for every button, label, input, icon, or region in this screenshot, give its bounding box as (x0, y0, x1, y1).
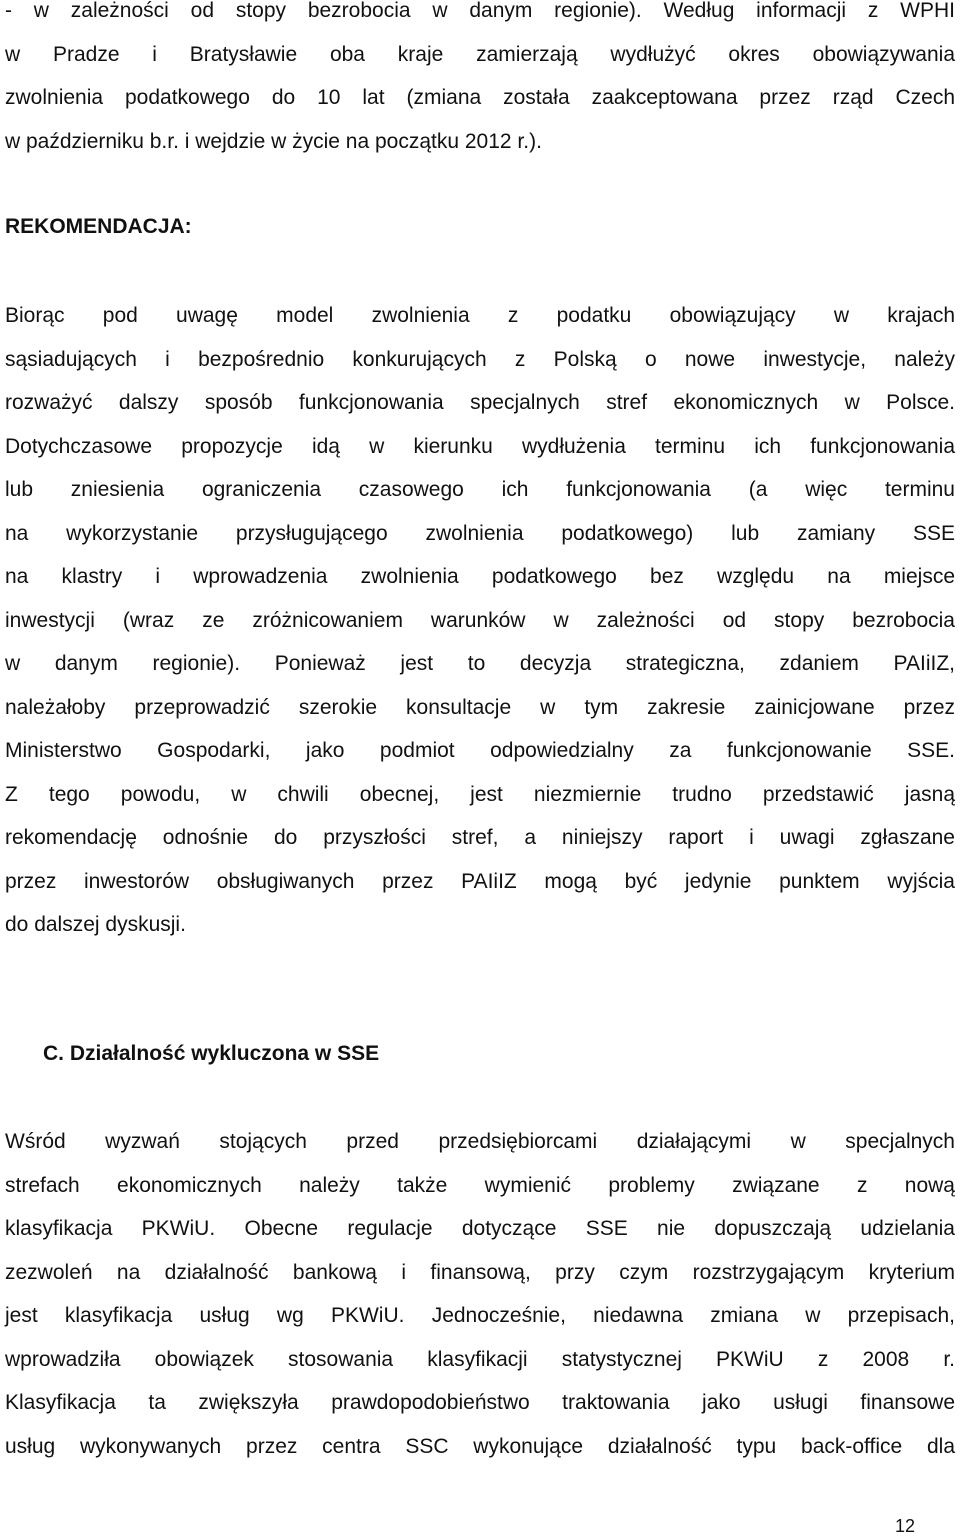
recommendation-line: Biorąc pod uwagę model zwolnienia z podatku obowiązujący w krajach (5, 304, 955, 327)
recommendation-heading: REKOMENDACJA: (5, 215, 192, 238)
recommendation-line: lub zniesienia ograniczenia czasowego ich funkcjonowania (a więc terminu (5, 478, 955, 501)
section-c-line: Wśród wyzwań stojących przed przedsiębiorcami działającymi w specjalnych (5, 1130, 955, 1153)
recommendation-line: Dotychczasowe propozycje idą w kierunku wydłużenia terminu ich funkcjonowania (5, 434, 955, 458)
recommendation-line: rekomendację odnośnie do przyszłości stref, a niniejszy raport i uwagi zgłaszane (5, 826, 955, 849)
document-page (5, 0, 955, 1537)
recommendation-line: należałoby przeprowadzić szerokie konsultacje w tym zakresie zainicjowane przez (5, 695, 955, 719)
section-c-line: wprowadziła obowiązek stosowania klasyfikacji statystycznej PKWiU z 2008 r. (5, 1347, 955, 1371)
page-number: 12 (894, 1516, 915, 1536)
intro-line: zwolnienia podatkowego do 10 lat (zmiana została zaakceptowana przez rząd Czech (5, 86, 955, 109)
recommendation-line: do dalszej dyskusji. (5, 913, 186, 936)
recommendation-line: w danym regionie). Ponieważ jest to decyzja strategiczna, zdaniem PAIiIZ, (5, 652, 955, 675)
intro-line: - w zależności od stopy bezrobocia w danym regionie). Według informacji z WPHI (5, 0, 955, 22)
section-c-line: usług wykonywanych przez centra SSC wykonujące działalność typu back-office dla (5, 1434, 955, 1458)
recommendation-line: sąsiadujących i bezpośrednio konkurujących z Polską o nowe inwestycje, należy (5, 347, 955, 371)
section-c-line: jest klasyfikacja usług wg PKWiU. Jednocześnie, niedawna zmiana w przepisach, (5, 1304, 955, 1327)
section-c-line: klasyfikacja PKWiU. Obecne regulacje dotyczące SSE nie dopuszczają udzielania (5, 1217, 955, 1240)
recommendation-line: inwestycji (wraz ze zróżnicowaniem warunków w zależności od stopy bezrobocia (5, 608, 955, 632)
intro-line: w październiku b.r. i wejdzie w życie na początku 2012 r.). (5, 129, 542, 153)
recommendation-line: na klastry i wprowadzenia zwolnienia podatkowego bez względu na miejsce (5, 565, 955, 588)
recommendation-line: rozważyć dalszy sposób funkcjonowania specjalnych stref ekonomicznych w Polsce. (5, 391, 955, 414)
recommendation-line: Z tego powodu, w chwili obecnej, jest niezmiernie trudno przedstawić jasną (5, 782, 955, 806)
recommendation-line: Ministerstwo Gospodarki, jako podmiot odpowiedzialny za funkcjonowanie SSE. (5, 739, 955, 762)
intro-paragraph (5, 0, 955, 163)
recommendation-line: przez inwestorów obsługiwanych przez PAIiIZ mogą być jedynie punktem wyjścia (5, 869, 955, 893)
section-c-line: zezwoleń na działalność bankową i finansową, przy czym rozstrzygającym kryterium (5, 1260, 955, 1284)
section-c-line: Klasyfikacja ta zwiększyła prawdopodobieństwo traktowania jako usługi finansowe (5, 1391, 955, 1414)
section-c-paragraph (5, 1120, 955, 1468)
recommendation-line: na wykorzystanie przysługującego zwolnienia podatkowego) lub zamiany SSE (5, 521, 955, 545)
intro-line: w Pradze i Bratysławie oba kraje zamierzają wydłużyć okres obowiązywania (5, 42, 955, 66)
section-c-heading: C. Działalność wykluczona w SSE (43, 1042, 380, 1065)
recommendation-paragraph (5, 294, 955, 947)
section-c-line: strefach ekonomicznych należy także wymienić problemy związane z nową (5, 1173, 955, 1197)
